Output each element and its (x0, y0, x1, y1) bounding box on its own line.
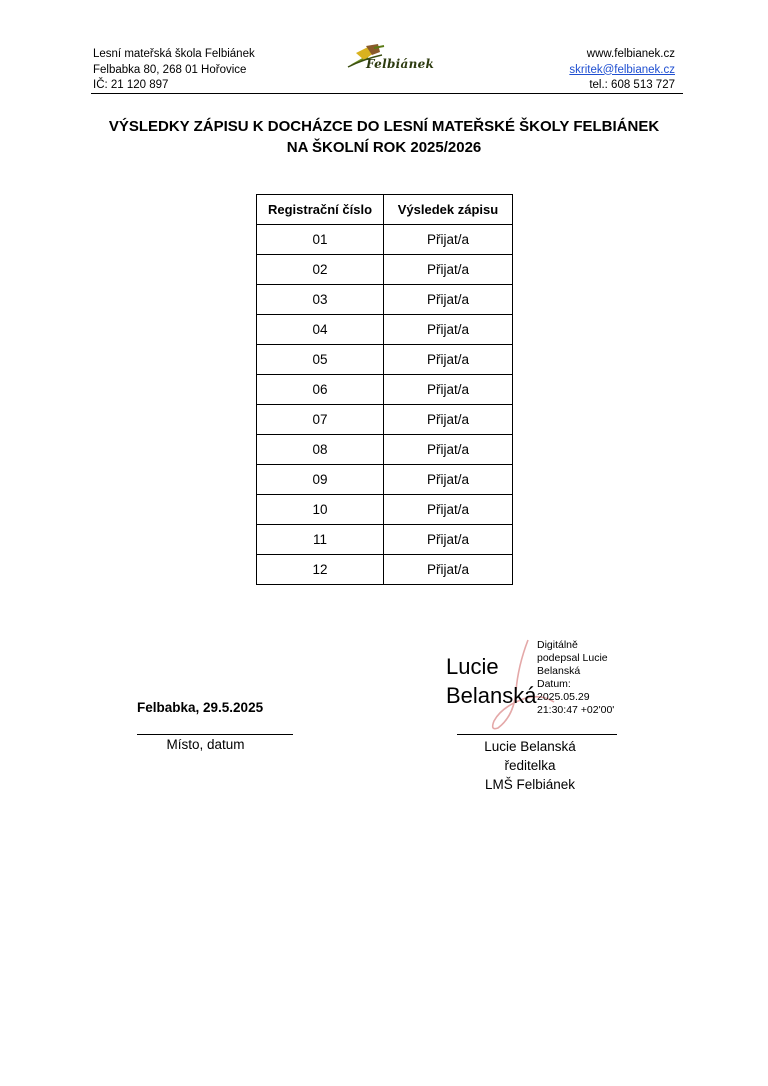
signer-block (445, 737, 615, 794)
signature-detail: podepsal Lucie (537, 652, 608, 664)
school-name: Lesní mateřská škola Felbiánek (93, 48, 255, 60)
registration-number: 09 (257, 465, 384, 495)
result: Přijat/a (384, 225, 513, 255)
table-row (257, 255, 513, 285)
title-line-2: NA ŠKOLNÍ ROK 2025/2026 (286, 139, 482, 156)
digital-signature-name (446, 652, 537, 710)
place-date: Felbabka, 29.5.2025 (137, 700, 264, 715)
table-row (257, 555, 513, 585)
result: Přijat/a (384, 375, 513, 405)
signature-first-name: Lucie (446, 654, 499, 679)
school-address: Felbabka 80, 268 01 Hořovice (93, 63, 247, 76)
result: Přijat/a (384, 285, 513, 315)
results-table (256, 194, 513, 585)
result: Přijat/a (384, 495, 513, 525)
website-link[interactable]: www.felbianek.cz (586, 48, 675, 60)
result: Přijat/a (384, 255, 513, 285)
title-line-1: VÝSLEDKY ZÁPISU K DOCHÁZCE DO LESNÍ MATEŘSKÉ ŠKOLY FELBIÁNEK (108, 118, 660, 135)
table-row (257, 435, 513, 465)
header-divider (91, 93, 683, 94)
signature-last-name: Belanská (446, 683, 537, 708)
table-row (257, 285, 513, 315)
table-row (257, 465, 513, 495)
table-row (257, 495, 513, 525)
signer-name: Lucie Belanská (484, 739, 576, 754)
registration-number: 11 (257, 525, 384, 555)
registration-number: 06 (257, 375, 384, 405)
school-ico: IČ: 21 120 897 (93, 79, 169, 91)
header-contacts (569, 47, 675, 94)
result: Přijat/a (384, 345, 513, 375)
registration-number: 12 (257, 555, 384, 585)
signature-detail: Belanská (537, 665, 581, 677)
result: Přijat/a (384, 465, 513, 495)
place-date-label: Místo, datum (166, 737, 245, 752)
logo-text: Felbiánek (366, 57, 435, 71)
table-row (257, 375, 513, 405)
signature-detail: 21:30:47 +02'00' (537, 704, 615, 716)
table-row (257, 525, 513, 555)
registration-number: 01 (257, 225, 384, 255)
registration-number: 05 (257, 345, 384, 375)
document-title (0, 116, 768, 158)
signer-role: ředitelka (504, 758, 556, 773)
table-row (257, 315, 513, 345)
result: Přijat/a (384, 525, 513, 555)
table-header-row (257, 195, 513, 225)
signature-detail: Digitálně (537, 639, 578, 651)
registration-number: 10 (257, 495, 384, 525)
registration-number: 08 (257, 435, 384, 465)
registration-number: 07 (257, 405, 384, 435)
result: Přijat/a (384, 405, 513, 435)
table-row (257, 405, 513, 435)
result: Přijat/a (384, 435, 513, 465)
place-date-line (137, 734, 293, 735)
header-registration-number: Registrační číslo (257, 195, 384, 225)
result: Přijat/a (384, 555, 513, 585)
registration-number: 03 (257, 285, 384, 315)
phone: tel.: 608 513 727 (589, 79, 675, 91)
header-result: Výsledek zápisu (384, 195, 513, 225)
signature-line (457, 734, 617, 735)
table-row (257, 345, 513, 375)
email-link[interactable]: skritek@felbianek.cz (569, 63, 675, 76)
signer-organization: LMŠ Felbiánek (484, 777, 576, 792)
signature-detail: Datum: (537, 678, 571, 690)
school-logo (344, 43, 444, 77)
registration-number: 04 (257, 315, 384, 345)
header-address (93, 47, 255, 94)
table-row (257, 225, 513, 255)
signature-detail: 2025.05.29 (537, 691, 590, 703)
registration-number: 02 (257, 255, 384, 285)
result: Přijat/a (384, 315, 513, 345)
digital-signature-details (537, 639, 614, 717)
